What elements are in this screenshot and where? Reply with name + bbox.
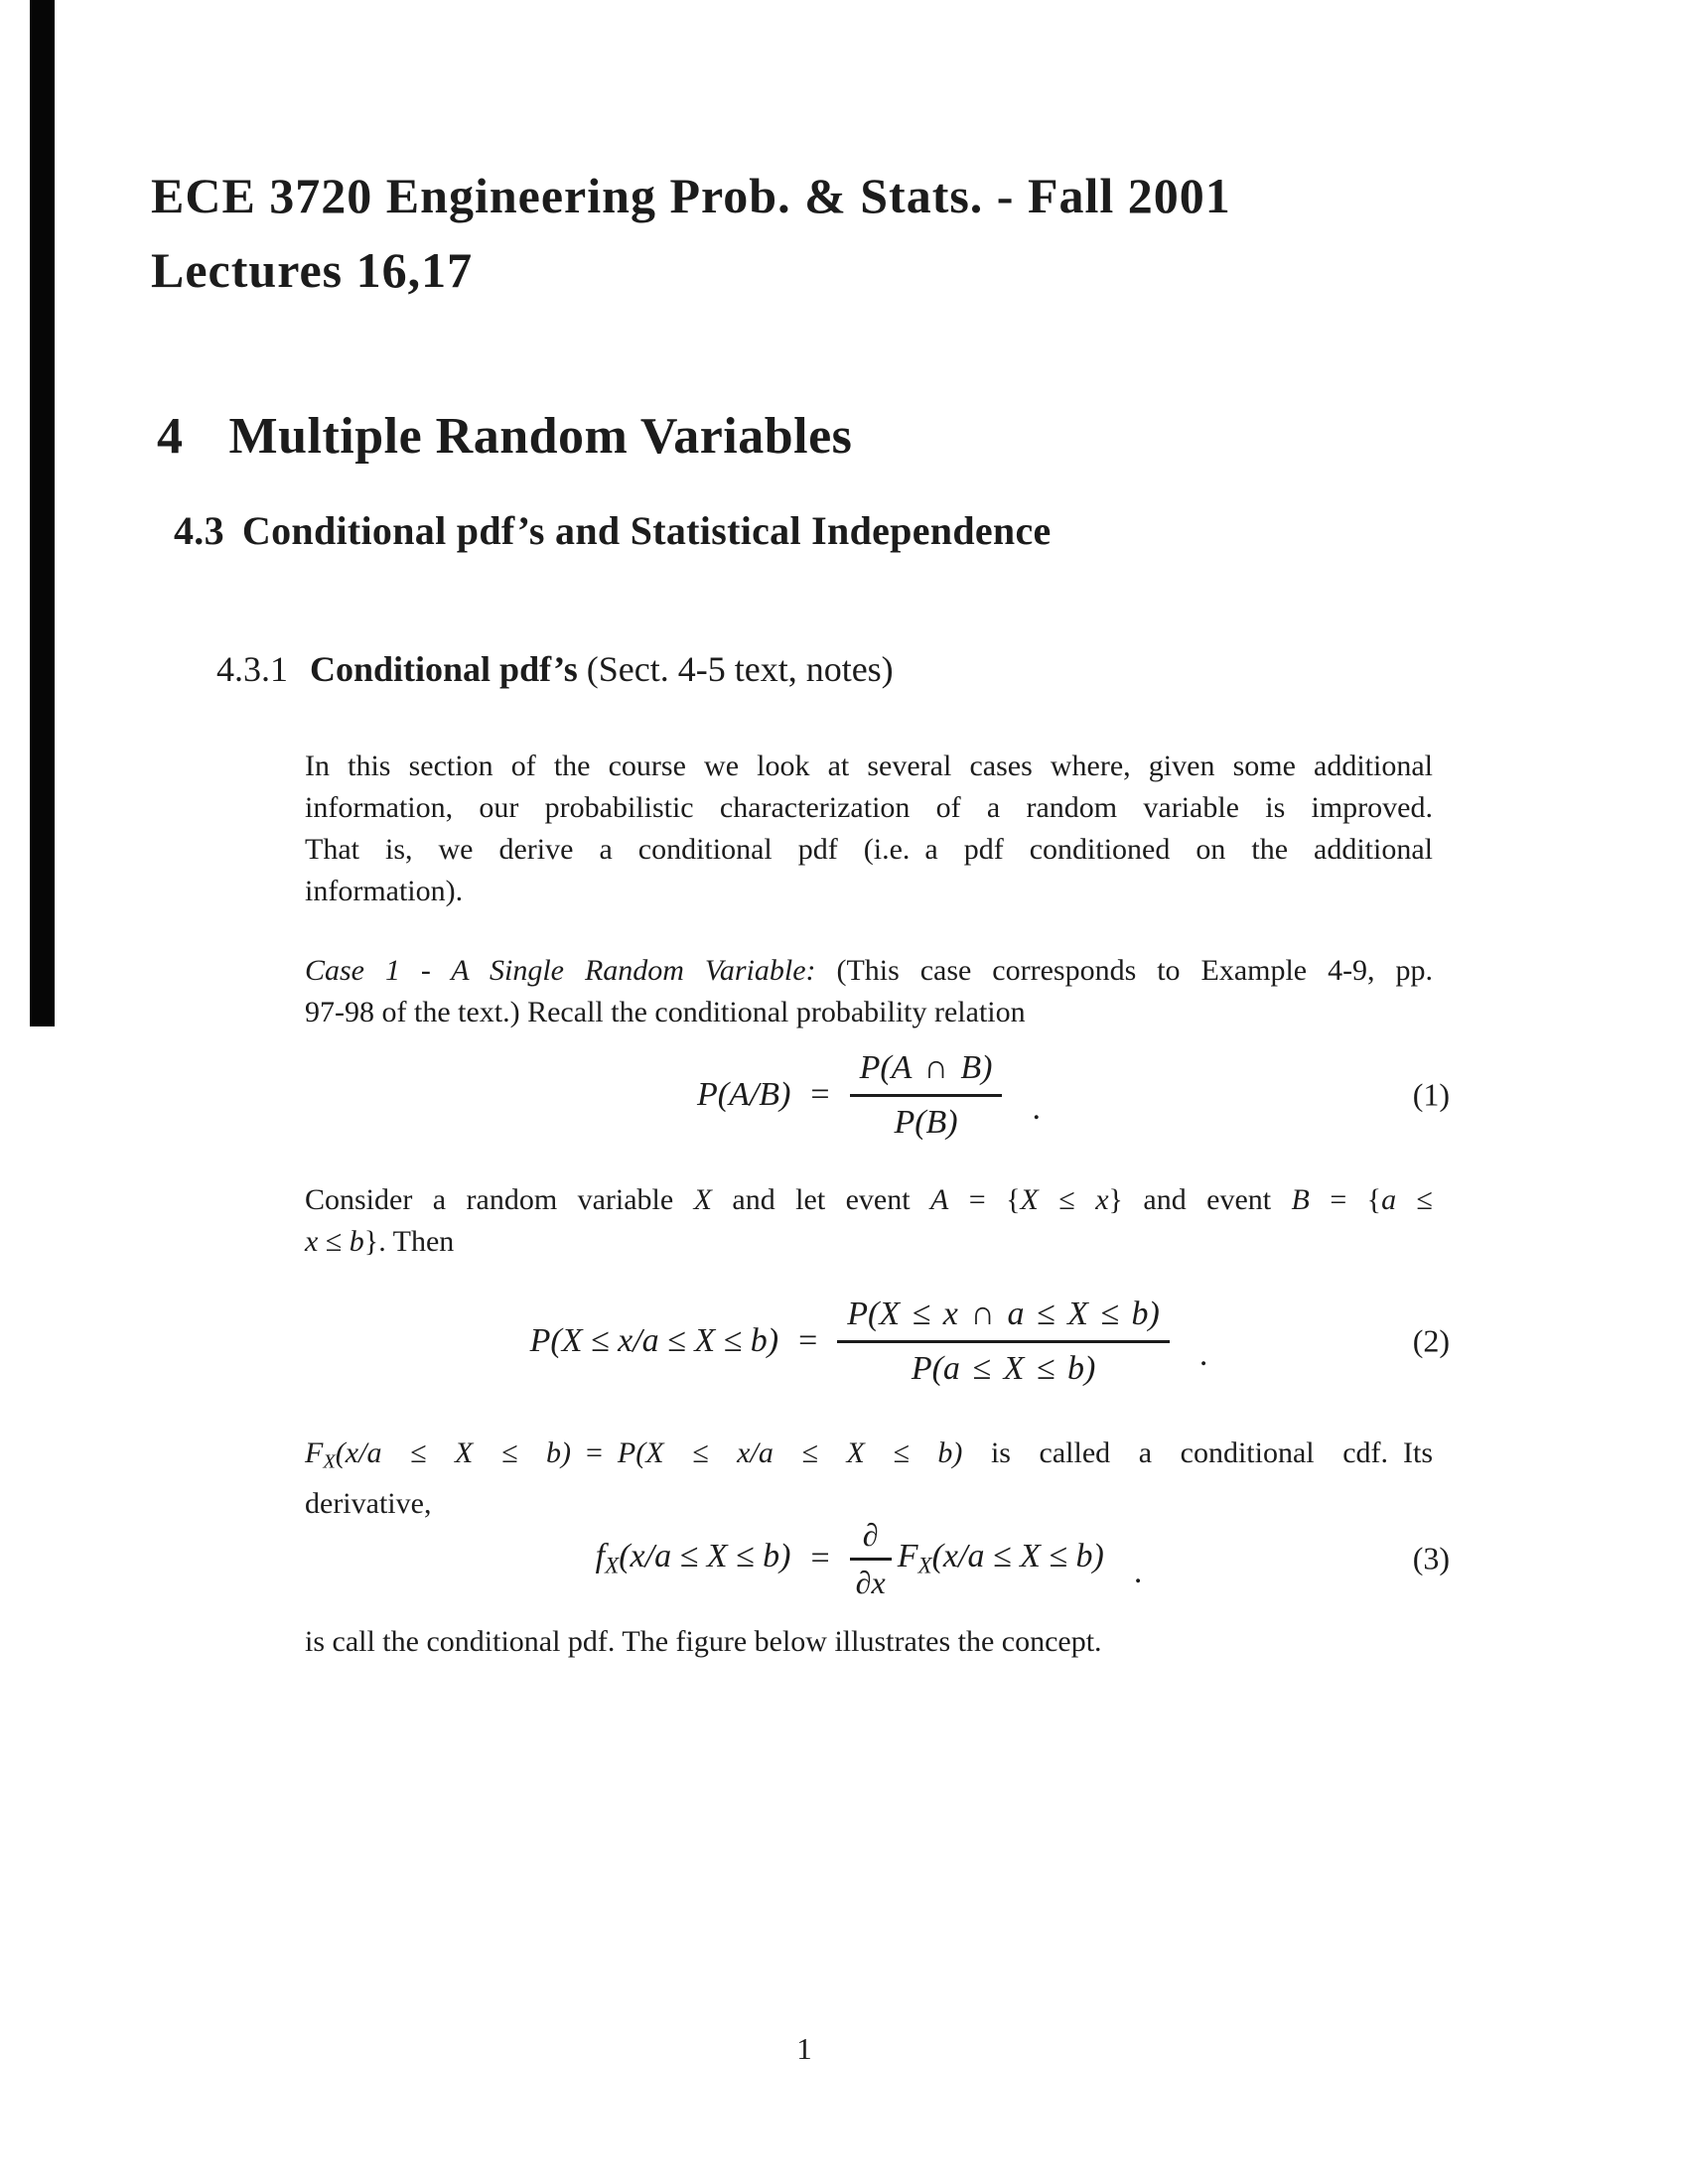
fraction-numerator: ∂: [862, 1516, 879, 1553]
equation-number-3: (3): [1412, 1540, 1450, 1576]
equation-3-lhs: fX(x/a ≤ X ≤ b): [595, 1537, 791, 1579]
text-line: derivative,: [305, 1486, 432, 1520]
section-title: Multiple Random Variables: [228, 408, 853, 465]
equation-number-2: (2): [1412, 1322, 1450, 1359]
text-line: information, our probabilistic characterization of a random variable is improved.: [305, 791, 1433, 824]
fraction: [837, 1296, 1170, 1388]
text-line: Consider a random variable X and let event A = {X ≤ x} and event B = {a ≤: [305, 1183, 1433, 1216]
equation-3: [305, 1494, 1450, 1623]
equals-sign: =: [810, 1076, 830, 1113]
text-line: 97-98 of the text.) Recall the conditional probability relation: [305, 996, 1026, 1028]
text-line: information).: [305, 875, 464, 907]
fraction-denominator: P(a ≤ X ≤ b): [911, 1349, 1096, 1387]
page-number: 1: [796, 2031, 812, 2066]
intro-paragraph: [305, 746, 1433, 912]
equals-sign: =: [798, 1322, 818, 1359]
equation-period: .: [1198, 1336, 1208, 1373]
equation-1: [305, 1030, 1450, 1160]
section-number: 4: [157, 408, 184, 465]
equation-2-lhs: P(X ≤ x/a ≤ X ≤ b): [529, 1322, 779, 1359]
subsubsection-title: Conditional pdf’s: [310, 649, 578, 689]
title-line-1: ECE 3720 Engineering Prob. & Stats. - Fall 2001: [151, 168, 1231, 223]
subscript: X: [917, 1553, 932, 1579]
subscript: X: [605, 1553, 620, 1579]
fraction-denominator: ∂x: [855, 1564, 886, 1600]
document-title: [151, 159, 1231, 308]
fraction-numerator: P(A ∩ B): [859, 1048, 993, 1086]
subsubsection-heading: [216, 648, 894, 690]
title-line-2: Lectures 16,17: [151, 242, 474, 298]
case1-paragraph: [305, 950, 1433, 1033]
equation-3-rhs: FX(x/a ≤ X ≤ b): [897, 1537, 1104, 1579]
text-line: x ≤ b}. Then: [305, 1225, 455, 1258]
consider-paragraph: [305, 1179, 1433, 1263]
subsubsection-number: 4.3.1: [216, 649, 288, 689]
fraction-denominator: P(B): [894, 1103, 958, 1141]
text-line: is call the conditional pdf. The figure below illustrates the concept.: [305, 1625, 1102, 1658]
equation-period: .: [1032, 1090, 1041, 1127]
section-heading: [157, 409, 852, 465]
subsection-number: 4.3: [174, 508, 224, 553]
text-line: In this section of the course we look at several cases where, given some additional: [305, 750, 1433, 782]
subsection-heading: [174, 508, 1052, 554]
fraction: [850, 1049, 1003, 1142]
equation-1-lhs: P(A/B): [697, 1076, 791, 1113]
scan-artifact-bar: [30, 0, 55, 1026]
text-line: That is, we derive a conditional pdf (i.e. a pdf conditioned on the additional: [305, 833, 1433, 866]
equals-sign: =: [810, 1540, 830, 1576]
subsubsection-title-note: [578, 649, 587, 689]
fraction-numerator: P(X ≤ x ∩ a ≤ X ≤ b): [847, 1295, 1160, 1332]
text-line: FX(x/a ≤ X ≤ b) = P(X ≤ x/a ≤ X ≤ b) is called a conditional cdf. Its: [305, 1436, 1433, 1473]
equation-number-1: (1): [1412, 1076, 1450, 1113]
subsubsection-note: (Sect. 4-5 text, notes): [586, 649, 894, 689]
text-line: Case 1 - A Single Random Variable: (This case corresponds to Example 4-9, pp.: [305, 954, 1434, 987]
subsection-title: Conditional pdf’s and Statistical Independence: [241, 508, 1052, 553]
partial-derivative-fraction: [850, 1517, 892, 1601]
equation-period: .: [1133, 1554, 1143, 1590]
equation-2: [305, 1277, 1450, 1406]
closing-line: [305, 1621, 1433, 1663]
